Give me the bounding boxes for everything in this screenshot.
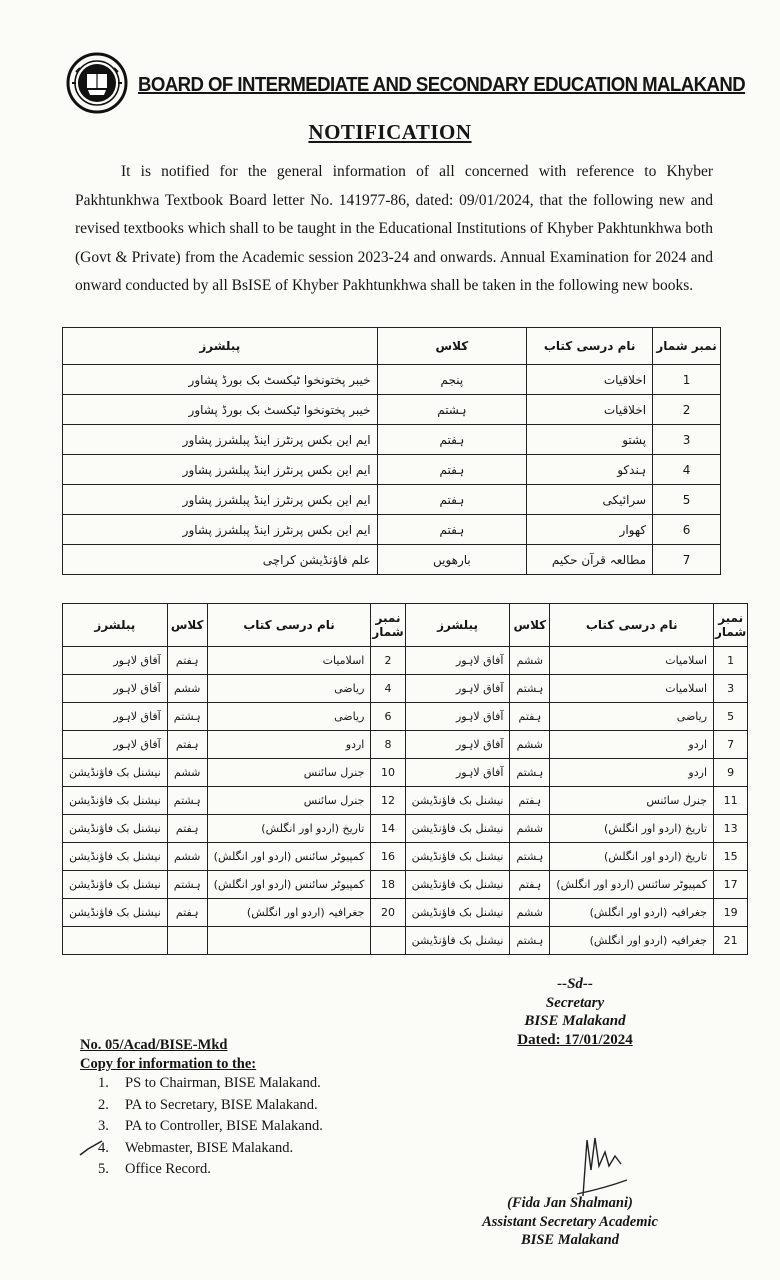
list-item: 1. PS to Chairman, BISE Malakand. [98,1075,321,1091]
textbooks-table-1 [62,327,721,575]
cell-serial: 13 [714,815,748,843]
table-row [63,425,721,455]
cell-serial: 7 [714,731,748,759]
cell-book: تاریخ (اردو اور انگلش) [207,815,371,843]
cell-book: اردو [550,731,714,759]
cell-class: ہفتم [377,425,527,455]
cell-book: ریاضی [207,703,371,731]
table-row [63,455,721,485]
table-row [63,515,721,545]
cell-class: بارھویں [377,545,527,575]
table-row [63,815,748,843]
cell-class: ہفتم [167,647,207,675]
cell-class: ہفتم [510,787,550,815]
table-header-row [63,328,721,365]
cell-publisher: ایم این بکس پرنٹرز اینڈ پبلشرز پشاور [63,425,378,455]
cell-serial: 6 [371,703,405,731]
header-serial: نمبر شمار [714,604,748,647]
cell-publisher: آفاق لاہور [405,675,510,703]
cell-class: ہشتم [510,927,550,955]
table-row [63,759,748,787]
tick-mark-icon [78,1137,104,1159]
cell-book: کھوار [527,515,653,545]
cell-book: جغرافیہ (اردو اور انگلش) [550,927,714,955]
cell-publisher: نیشنل بک فاؤنڈیشن [63,815,168,843]
table-row [63,787,748,815]
cell-publisher: خیبر پختونخوا ٹیکسٹ بک بورڈ پشاور [63,365,378,395]
cell-book: اخلاقیات [527,395,653,425]
header-publisher: پبلشرز [405,604,510,647]
cell-publisher [63,927,168,955]
cell-class: ہفتم [510,871,550,899]
cell-class [167,927,207,955]
cell-publisher: ایم این بکس پرنٹرز اینڈ پبلشرز پشاور [63,485,378,515]
dated: Dated: 17/01/2024 [517,1031,633,1048]
cell-publisher: نیشنل بک فاؤنڈیشن [63,899,168,927]
cell-class: ششم [167,843,207,871]
cell-serial: 17 [714,871,748,899]
assistant-designation: Assistant Secretary Academic [482,1213,658,1230]
cell-class: ششم [510,731,550,759]
secretary-signature-block [500,975,650,1049]
table-row [63,899,748,927]
cell-book: اسلامیات [207,647,371,675]
cell-book: اردو [207,731,371,759]
copy-heading: Copy for information to the: [80,1056,257,1072]
cell-publisher: آفاق لاہور [405,703,510,731]
table-row [63,871,748,899]
header-serial: نمبر شمار [653,328,721,365]
cell-serial: 5 [653,485,721,515]
secretary-office: BISE Malakand [524,1013,626,1029]
cell-class: ہشتم [167,703,207,731]
assistant-office: BISE Malakand [521,1232,619,1248]
list-item: 5. Office Record. [98,1161,211,1177]
cell-publisher: نیشنل بک فاؤنڈیشن [405,899,510,927]
cell-serial: 10 [371,759,405,787]
list-item: 4. Webmaster, BISE Malakand. [98,1139,294,1156]
cell-serial [371,927,405,955]
cell-book: کمپیوٹر سائنس (اردو اور انگلش) [207,871,371,899]
header-class: کلاس [167,604,207,647]
cell-publisher: نیشنل بک فاؤنڈیشن [405,843,510,871]
cell-publisher: آفاق لاہور [63,731,168,759]
cell-book: اردو [550,759,714,787]
board-logo [66,52,128,114]
cell-class: ہشتم [510,759,550,787]
table-row [63,365,721,395]
cell-serial: 16 [371,843,405,871]
cell-serial: 9 [714,759,748,787]
assistant-name: (Fida Jan Shalmani) [507,1195,633,1211]
list-item: 2. PA to Secretary, BISE Malakand. [98,1096,318,1113]
header-book: نام درسی کتاب [527,328,653,365]
cell-book: جنرل سائنس [207,759,371,787]
cell-publisher: آفاق لاہور [405,731,510,759]
cell-class: ہشتم [510,843,550,871]
cell-class: ہفتم [167,899,207,927]
cell-book: جغرافیہ (اردو اور انگلش) [550,899,714,927]
cell-serial: 2 [653,395,721,425]
header-book: نام درسی کتاب [207,604,371,647]
table-row [63,675,748,703]
cell-serial: 19 [714,899,748,927]
cell-class: ہفتم [167,731,207,759]
cell-book: ریاضی [207,675,371,703]
table-header-row [63,604,748,647]
cell-book: کمپیوٹر سائنس (اردو اور انگلش) [550,871,714,899]
cell-class: ہشتم [167,871,207,899]
cell-class: ہفتم [377,515,527,545]
cell-publisher: نیشنل بک فاؤنڈیشن [63,871,168,899]
cell-book: اسلامیات [550,647,714,675]
header-class: کلاس [510,604,550,647]
cell-book: کمپیوٹر سائنس (اردو اور انگلش) [207,843,371,871]
table-row [63,647,748,675]
copy-list [98,1073,323,1181]
header-serial: نمبر شمار [371,604,405,647]
cell-serial: 1 [714,647,748,675]
cell-publisher: نیشنل بک فاؤنڈیشن [405,871,510,899]
cell-book: ہندکو [527,455,653,485]
cell-serial: 14 [371,815,405,843]
cell-class: ششم [167,675,207,703]
cell-serial: 3 [653,425,721,455]
cell-book: پشتو [527,425,653,455]
cell-book: تاریخ (اردو اور انگلش) [550,843,714,871]
cell-publisher: آفاق لاہور [405,759,510,787]
cell-serial: 2 [371,647,405,675]
cell-publisher: نیشنل بک فاؤنڈیشن [63,759,168,787]
cell-class: پنجم [377,365,527,395]
cell-publisher: ایم این بکس پرنٹرز اینڈ پبلشرز پشاور [63,515,378,545]
cell-book [207,927,371,955]
cell-book: اسلامیات [550,675,714,703]
assistant-secretary-block [470,1194,670,1250]
table-row [63,703,748,731]
textbooks-table-2 [62,603,748,955]
cell-class: ہفتم [167,815,207,843]
cell-class: ہشتم [167,787,207,815]
cell-publisher: علم فاؤنڈیشن کراچی [63,545,378,575]
table-row [63,731,748,759]
cell-serial: 18 [371,871,405,899]
sd-mark: --Sd-- [557,976,593,992]
cell-publisher: ایم این بکس پرنٹرز اینڈ پبلشرز پشاور [63,455,378,485]
cell-publisher: نیشنل بک فاؤنڈیشن [405,787,510,815]
cell-publisher: نیشنل بک فاؤنڈیشن [63,843,168,871]
cell-serial: 4 [653,455,721,485]
cell-class: ہفتم [510,703,550,731]
cell-class: ہفتم [377,455,527,485]
notification-title: NOTIFICATION [308,120,472,144]
reference-number: No. 05/Acad/BISE-Mkd [80,1037,228,1053]
cell-class: ہشتم [510,675,550,703]
cell-serial: 4 [371,675,405,703]
cell-book: مطالعہ قرآن حکیم [527,545,653,575]
cell-class: ششم [167,759,207,787]
board-title: BOARD OF INTERMEDIATE AND SECONDARY EDUCATION MALAKAND [138,74,746,96]
table-row [63,927,748,955]
cell-book: جنرل سائنس [207,787,371,815]
cell-serial: 8 [371,731,405,759]
cell-publisher: نیشنل بک فاؤنڈیشن [63,787,168,815]
table-row [63,545,721,575]
cell-serial: 6 [653,515,721,545]
cell-class: ہفتم [377,485,527,515]
header-book: نام درسی کتاب [550,604,714,647]
header-publisher: پبلشرز [63,604,168,647]
cell-book: اخلاقیات [527,365,653,395]
cell-publisher: نیشنل بک فاؤنڈیشن [405,815,510,843]
cell-publisher: خیبر پختونخوا ٹیکسٹ بک بورڈ پشاور [63,395,378,425]
notification-body: It is notified for the general information of all concerned with reference to Khyber Pakhtunkhwa Textbook Board letter No. 141977-86, dated: 09/01/2024, that the following new and revised textbooks which shall to be taught in the Educational Institutions of Khyber Pakhtunkhwa both (Govt & Private) from the Academic session 2023-24 and onwards. Annual Examination for 2024 and onward conducted by all BsISE of Khyber Pakhtunkhwa shall be taken in the following new books. [75,163,713,294]
table-row [63,843,748,871]
cell-serial: 5 [714,703,748,731]
cell-serial: 12 [371,787,405,815]
cell-serial: 20 [371,899,405,927]
cell-class: ہشتم [377,395,527,425]
list-item: 3. PA to Controller, BISE Malakand. [98,1118,323,1134]
cell-serial: 1 [653,365,721,395]
cell-class: ششم [510,899,550,927]
cell-publisher: آفاق لاہور [63,675,168,703]
handwritten-signature [565,1130,635,1200]
cell-serial: 7 [653,545,721,575]
cell-class: ششم [510,815,550,843]
cell-publisher: نیشنل بک فاؤنڈیشن [405,927,510,955]
header-class: کلاس [377,328,527,365]
table-row [63,485,721,515]
cell-publisher: آفاق لاہور [63,703,168,731]
cell-book: جغرافیہ (اردو اور انگلش) [207,899,371,927]
table-row [63,395,721,425]
cell-book: جنرل سائنس [550,787,714,815]
secretary-designation: Secretary [545,994,605,1011]
cell-book: تاریخ (اردو اور انگلش) [550,815,714,843]
cell-serial: 15 [714,843,748,871]
cell-publisher: آفاق لاہور [405,647,510,675]
cell-class: ششم [510,647,550,675]
cell-serial: 21 [714,927,748,955]
cell-book: سرائیکی [527,485,653,515]
cell-serial: 11 [714,787,748,815]
header-publisher: پبلشرز [63,328,378,365]
reference-block [80,1036,256,1074]
cell-book: ریاضی [550,703,714,731]
cell-publisher: آفاق لاہور [63,647,168,675]
cell-serial: 3 [714,675,748,703]
